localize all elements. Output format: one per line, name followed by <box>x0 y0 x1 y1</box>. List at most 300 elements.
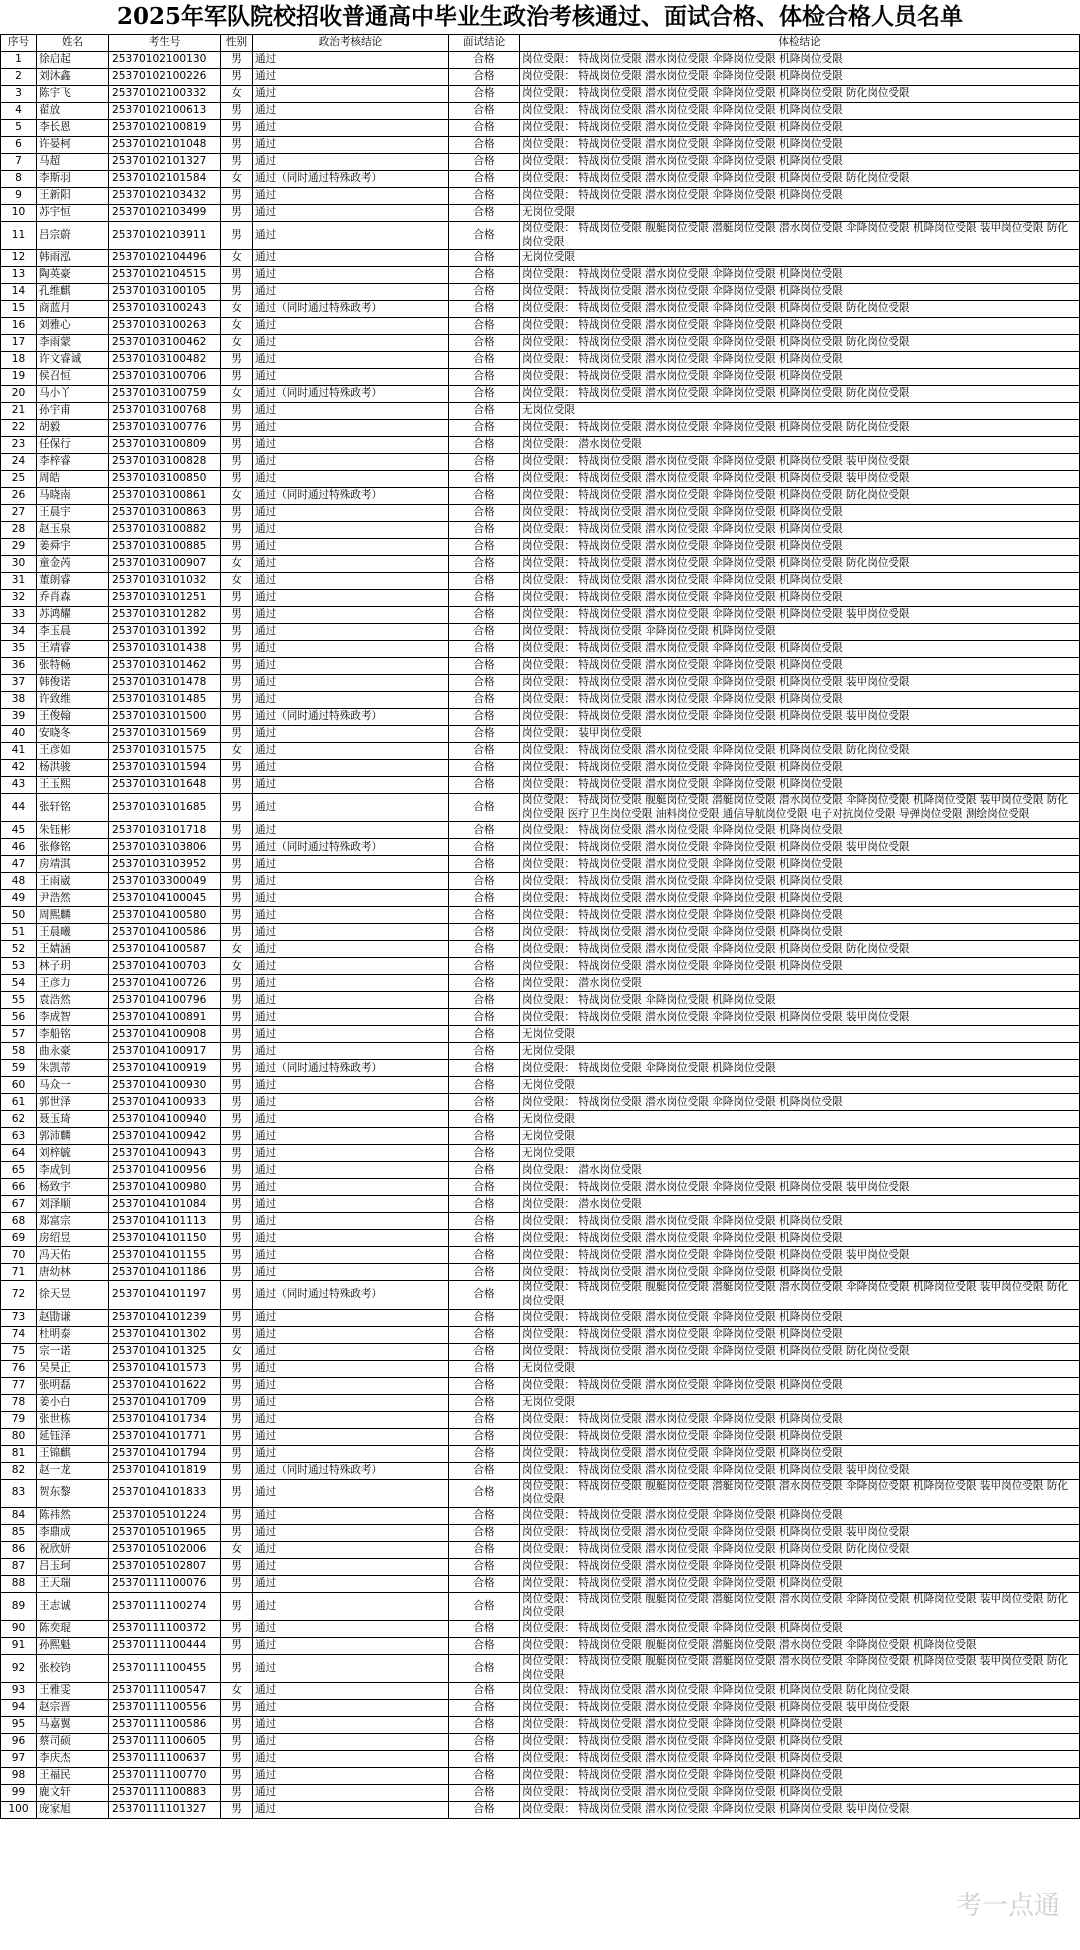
table-row <box>1 1264 1080 1281</box>
cell-interview: 合格 <box>449 1247 520 1264</box>
cell-political-review: 通过 <box>253 1377 449 1394</box>
table-row <box>1 556 1080 573</box>
cell-political-review: 通过 <box>253 556 449 573</box>
cell-interview: 合格 <box>449 1524 520 1541</box>
cell-political-review: 通过 <box>253 1077 449 1094</box>
cell-political-review: 通过 <box>253 1592 449 1620</box>
cell-physical-exam: 岗位受限： 特战岗位受限 潜水岗位受限 伞降岗位受限 机降岗位受限 <box>520 822 1080 839</box>
cell-index: 68 <box>1 1213 37 1230</box>
cell-gender: 男 <box>221 267 253 284</box>
cell-political-review: 通过 <box>253 1654 449 1682</box>
col-header-physical-exam: 体检结论 <box>520 35 1080 52</box>
table-row <box>1 1445 1080 1462</box>
cell-exam-number: 25370103100759 <box>109 386 221 403</box>
cell-exam-number: 25370111100455 <box>109 1654 221 1682</box>
cell-interview: 合格 <box>449 1507 520 1524</box>
table-row <box>1 1507 1080 1524</box>
cell-political-review: 通过 <box>253 1507 449 1524</box>
cell-gender: 男 <box>221 760 253 777</box>
cell-political-review: 通过 <box>253 284 449 301</box>
cell-interview: 合格 <box>449 369 520 386</box>
cell-exam-number: 25370103100863 <box>109 505 221 522</box>
cell-interview: 合格 <box>449 675 520 692</box>
cell-interview: 合格 <box>449 1026 520 1043</box>
cell-physical-exam: 岗位受限： 特战岗位受限 潜水岗位受限 伞降岗位受限 机降岗位受限 防化岗位受限 <box>520 743 1080 760</box>
cell-name: 王婧涵 <box>37 941 109 958</box>
cell-interview: 合格 <box>449 1128 520 1145</box>
cell-physical-exam: 岗位受限： 特战岗位受限 潜水岗位受限 伞降岗位受限 机降岗位受限 <box>520 1326 1080 1343</box>
cell-exam-number: 25370103101032 <box>109 573 221 590</box>
cell-exam-number: 25370103100861 <box>109 488 221 505</box>
cell-interview: 合格 <box>449 1196 520 1213</box>
table-row <box>1 171 1080 188</box>
cell-physical-exam: 岗位受限： 特战岗位受限 潜水岗位受限 伞降岗位受限 机降岗位受限 <box>520 154 1080 171</box>
table-row <box>1 318 1080 335</box>
cell-interview: 合格 <box>449 1043 520 1060</box>
table-row <box>1 975 1080 992</box>
cell-name: 朱钰彬 <box>37 822 109 839</box>
cell-gender: 男 <box>221 284 253 301</box>
table-row <box>1 1179 1080 1196</box>
table-row <box>1 522 1080 539</box>
cell-political-review: 通过 <box>253 1717 449 1734</box>
cell-political-review: 通过（同时通过特殊政考） <box>253 488 449 505</box>
cell-political-review: 通过（同时通过特殊政考） <box>253 386 449 403</box>
cell-name: 童金芮 <box>37 556 109 573</box>
table-row <box>1 992 1080 1009</box>
cell-exam-number: 25370111100883 <box>109 1785 221 1802</box>
cell-exam-number: 25370104100919 <box>109 1060 221 1077</box>
table-row <box>1 958 1080 975</box>
cell-physical-exam: 岗位受限： 特战岗位受限 潜水岗位受限 伞降岗位受限 机降岗位受限 装甲岗位受限 <box>520 839 1080 856</box>
cell-exam-number: 25370104101819 <box>109 1462 221 1479</box>
table-row <box>1 352 1080 369</box>
table-row <box>1 403 1080 420</box>
cell-exam-number: 25370104100045 <box>109 890 221 907</box>
cell-gender: 女 <box>221 335 253 352</box>
cell-physical-exam: 岗位受限： 特战岗位受限 潜水岗位受限 伞降岗位受限 机降岗位受限 <box>520 505 1080 522</box>
cell-name: 蔡司硕 <box>37 1734 109 1751</box>
col-header-index: 序号 <box>1 35 37 52</box>
cell-physical-exam: 无岗位受限 <box>520 403 1080 420</box>
table-row <box>1 726 1080 743</box>
cell-index: 24 <box>1 454 37 471</box>
table-row <box>1 1326 1080 1343</box>
cell-political-review: 通过 <box>253 1343 449 1360</box>
cell-exam-number: 25370104100933 <box>109 1094 221 1111</box>
table-header <box>1 35 1080 52</box>
page-title: 2025年军队院校招收普通高中毕业生政治考核通过、面试合格、体检合格人员名单 <box>116 3 963 30</box>
cell-physical-exam: 岗位受限： 特战岗位受限 潜水岗位受限 伞降岗位受限 机降岗位受限 <box>520 1445 1080 1462</box>
cell-gender: 男 <box>221 1179 253 1196</box>
cell-physical-exam: 岗位受限： 特战岗位受限 潜水岗位受限 伞降岗位受限 机降岗位受限 <box>520 958 1080 975</box>
table-row <box>1 222 1080 250</box>
cell-index: 10 <box>1 205 37 222</box>
cell-physical-exam: 岗位受限： 特战岗位受限 潜水岗位受限 伞降岗位受限 机降岗位受限 装甲岗位受限 <box>520 1524 1080 1541</box>
cell-interview: 合格 <box>449 1343 520 1360</box>
cell-gender: 男 <box>221 1751 253 1768</box>
cell-exam-number: 25370111100274 <box>109 1592 221 1620</box>
cell-name: 王锦麒 <box>37 1445 109 1462</box>
table-row <box>1 1094 1080 1111</box>
cell-gender: 男 <box>221 924 253 941</box>
cell-exam-number: 25370104100580 <box>109 907 221 924</box>
cell-physical-exam: 岗位受限： 特战岗位受限 舰艇岗位受限 潜艇岗位受限 潜水岗位受限 伞降岗位受限 机降岗位受限 装甲岗位受限 防化岗位受限 医疗卫生岗位受限 油料岗位受限 通信导航岗位受限 电子对抗岗位受限 导弹岗位受限 测绘岗位受限 <box>520 794 1080 822</box>
cell-political-review: 通过 <box>253 760 449 777</box>
cell-index: 86 <box>1 1541 37 1558</box>
table-row <box>1 1077 1080 1094</box>
col-header-gender: 性别 <box>221 35 253 52</box>
cell-index: 13 <box>1 267 37 284</box>
cell-physical-exam: 岗位受限： 特战岗位受限 潜水岗位受限 伞降岗位受限 机降岗位受限 <box>520 658 1080 675</box>
cell-physical-exam: 岗位受限： 潜水岗位受限 <box>520 975 1080 992</box>
cell-interview: 合格 <box>449 522 520 539</box>
cell-interview: 合格 <box>449 1541 520 1558</box>
cell-index: 27 <box>1 505 37 522</box>
cell-interview: 合格 <box>449 318 520 335</box>
table-row <box>1 777 1080 794</box>
cell-name: 徐天昱 <box>37 1281 109 1309</box>
cell-physical-exam: 无岗位受限 <box>520 1026 1080 1043</box>
cell-index: 53 <box>1 958 37 975</box>
cell-exam-number: 25370103101462 <box>109 658 221 675</box>
cell-physical-exam: 岗位受限： 特战岗位受限 潜水岗位受限 伞降岗位受限 机降岗位受限 防化岗位受限 <box>520 488 1080 505</box>
table-row <box>1 760 1080 777</box>
cell-exam-number: 25370111100372 <box>109 1620 221 1637</box>
table-row <box>1 267 1080 284</box>
cell-gender: 男 <box>221 1479 253 1507</box>
cell-physical-exam: 岗位受限： 特战岗位受限 潜水岗位受限 伞降岗位受限 机降岗位受限 <box>520 1230 1080 1247</box>
cell-name: 陈宇飞 <box>37 86 109 103</box>
cell-political-review: 通过 <box>253 1094 449 1111</box>
cell-index: 30 <box>1 556 37 573</box>
cell-name: 曲永豪 <box>37 1043 109 1060</box>
cell-physical-exam: 岗位受限： 特战岗位受限 潜水岗位受限 伞降岗位受限 机降岗位受限 防化岗位受限 <box>520 1683 1080 1700</box>
cell-physical-exam: 无岗位受限 <box>520 1128 1080 1145</box>
table-row <box>1 1592 1080 1620</box>
cell-name: 王玉熙 <box>37 777 109 794</box>
cell-political-review: 通过 <box>253 822 449 839</box>
cell-exam-number: 25370102103432 <box>109 188 221 205</box>
cell-index: 22 <box>1 420 37 437</box>
table-row <box>1 1524 1080 1541</box>
cell-gender: 男 <box>221 1717 253 1734</box>
cell-interview: 合格 <box>449 1309 520 1326</box>
cell-gender: 男 <box>221 822 253 839</box>
cell-physical-exam: 岗位受限： 特战岗位受限 潜水岗位受限 伞降岗位受限 机降岗位受限 <box>520 590 1080 607</box>
cell-exam-number: 25370104100726 <box>109 975 221 992</box>
cell-index: 8 <box>1 171 37 188</box>
cell-index: 74 <box>1 1326 37 1343</box>
cell-index: 41 <box>1 743 37 760</box>
cell-index: 77 <box>1 1377 37 1394</box>
cell-political-review: 通过 <box>253 1683 449 1700</box>
cell-gender: 男 <box>221 1592 253 1620</box>
cell-index: 64 <box>1 1145 37 1162</box>
table-row <box>1 1111 1080 1128</box>
cell-index: 98 <box>1 1768 37 1785</box>
cell-name: 聂玉琦 <box>37 1111 109 1128</box>
table-row <box>1 1802 1080 1819</box>
cell-political-review: 通过 <box>253 454 449 471</box>
cell-gender: 男 <box>221 1247 253 1264</box>
cell-political-review: 通过（同时通过特殊政考） <box>253 301 449 318</box>
cell-political-review: 通过 <box>253 403 449 420</box>
cell-gender: 男 <box>221 403 253 420</box>
col-header-political-review: 政治考核结论 <box>253 35 449 52</box>
cell-political-review: 通过（同时通过特殊政考） <box>253 839 449 856</box>
cell-name: 翟放 <box>37 103 109 120</box>
cell-exam-number: 25370105102807 <box>109 1558 221 1575</box>
cell-gender: 男 <box>221 1230 253 1247</box>
table-row <box>1 488 1080 505</box>
cell-political-review: 通过 <box>253 1230 449 1247</box>
cell-political-review: 通过 <box>253 1213 449 1230</box>
cell-interview: 合格 <box>449 1213 520 1230</box>
cell-physical-exam: 岗位受限： 特战岗位受限 潜水岗位受限 伞降岗位受限 机降岗位受限 <box>520 1575 1080 1592</box>
cell-political-review: 通过 <box>253 856 449 873</box>
cell-interview: 合格 <box>449 1479 520 1507</box>
table-row <box>1 1717 1080 1734</box>
cell-interview: 合格 <box>449 907 520 924</box>
cell-physical-exam: 岗位受限： 特战岗位受限 潜水岗位受限 伞降岗位受限 机降岗位受限 <box>520 1734 1080 1751</box>
cell-physical-exam: 岗位受限： 特战岗位受限 潜水岗位受限 伞降岗位受限 机降岗位受限 防化岗位受限 <box>520 335 1080 352</box>
cell-gender: 男 <box>221 641 253 658</box>
cell-exam-number: 25370103100706 <box>109 369 221 386</box>
cell-physical-exam: 岗位受限： 特战岗位受限 潜水岗位受限 伞降岗位受限 机降岗位受限 <box>520 318 1080 335</box>
cell-interview: 合格 <box>449 839 520 856</box>
cell-political-review: 通过 <box>253 222 449 250</box>
table-row <box>1 301 1080 318</box>
table-row <box>1 1043 1080 1060</box>
cell-political-review: 通过 <box>253 1309 449 1326</box>
cell-political-review: 通过 <box>253 777 449 794</box>
cell-gender: 男 <box>221 1196 253 1213</box>
cell-physical-exam: 岗位受限： 特战岗位受限 潜水岗位受限 伞降岗位受限 机降岗位受限 装甲岗位受限 <box>520 471 1080 488</box>
table-row <box>1 1558 1080 1575</box>
table-row <box>1 120 1080 137</box>
cell-interview: 合格 <box>449 205 520 222</box>
cell-interview: 合格 <box>449 777 520 794</box>
table-row <box>1 335 1080 352</box>
cell-index: 37 <box>1 675 37 692</box>
cell-exam-number: 25370102100819 <box>109 120 221 137</box>
table-row <box>1 624 1080 641</box>
cell-gender: 男 <box>221 1360 253 1377</box>
cell-index: 2 <box>1 69 37 86</box>
cell-political-review: 通过 <box>253 924 449 941</box>
cell-gender: 男 <box>221 1060 253 1077</box>
cell-physical-exam: 岗位受限： 特战岗位受限 潜水岗位受限 伞降岗位受限 机降岗位受限 <box>520 641 1080 658</box>
cell-gender: 男 <box>221 471 253 488</box>
cell-interview: 合格 <box>449 726 520 743</box>
cell-interview: 合格 <box>449 590 520 607</box>
cell-name: 陶英豪 <box>37 267 109 284</box>
cell-gender: 男 <box>221 726 253 743</box>
cell-interview: 合格 <box>449 1462 520 1479</box>
cell-political-review: 通过 <box>253 1162 449 1179</box>
cell-physical-exam: 岗位受限： 特战岗位受限 潜水岗位受限 伞降岗位受限 机降岗位受限 防化岗位受限 <box>520 301 1080 318</box>
cell-interview: 合格 <box>449 573 520 590</box>
cell-political-review: 通过 <box>253 318 449 335</box>
cell-name: 李雨蒙 <box>37 335 109 352</box>
cell-political-review: 通过 <box>253 522 449 539</box>
cell-interview: 合格 <box>449 437 520 454</box>
cell-gender: 男 <box>221 1768 253 1785</box>
cell-exam-number: 25370104101155 <box>109 1247 221 1264</box>
cell-physical-exam: 岗位受限： 特战岗位受限 潜水岗位受限 伞降岗位受限 机降岗位受限 防化岗位受限 <box>520 556 1080 573</box>
cell-exam-number: 25370111100605 <box>109 1734 221 1751</box>
table-row <box>1 1411 1080 1428</box>
cell-gender: 男 <box>221 975 253 992</box>
cell-gender: 男 <box>221 69 253 86</box>
table-row <box>1 675 1080 692</box>
cell-gender: 男 <box>221 1394 253 1411</box>
cell-political-review: 通过 <box>253 1751 449 1768</box>
cell-physical-exam: 岗位受限： 特战岗位受限 潜水岗位受限 伞降岗位受限 机降岗位受限 <box>520 103 1080 120</box>
cell-index: 84 <box>1 1507 37 1524</box>
cell-exam-number: 25370102104515 <box>109 267 221 284</box>
cell-index: 31 <box>1 573 37 590</box>
cell-political-review: 通过（同时通过特殊政考） <box>253 171 449 188</box>
cell-interview: 合格 <box>449 69 520 86</box>
cell-physical-exam: 岗位受限： 特战岗位受限 潜水岗位受限 伞降岗位受限 机降岗位受限 <box>520 873 1080 890</box>
cell-physical-exam: 岗位受限： 特战岗位受限 舰艇岗位受限 潜艇岗位受限 潜水岗位受限 伞降岗位受限 机降岗位受限 装甲岗位受限 防化岗位受限 <box>520 1281 1080 1309</box>
cell-name: 王雅雯 <box>37 1683 109 1700</box>
cell-exam-number: 25370104100703 <box>109 958 221 975</box>
cell-physical-exam: 岗位受限： 特战岗位受限 潜水岗位受限 伞降岗位受限 机降岗位受限 <box>520 1264 1080 1281</box>
cell-index: 29 <box>1 539 37 556</box>
cell-exam-number: 25370103100885 <box>109 539 221 556</box>
cell-gender: 女 <box>221 86 253 103</box>
cell-interview: 合格 <box>449 120 520 137</box>
cell-index: 46 <box>1 839 37 856</box>
cell-name: 刘泽顺 <box>37 1196 109 1213</box>
cell-name: 李庆杰 <box>37 1751 109 1768</box>
cell-physical-exam: 岗位受限： 特战岗位受限 潜水岗位受限 伞降岗位受限 机降岗位受限 <box>520 188 1080 205</box>
cell-interview: 合格 <box>449 1802 520 1819</box>
cell-political-review: 通过 <box>253 1009 449 1026</box>
roster-table <box>0 34 1080 1819</box>
cell-physical-exam: 岗位受限： 特战岗位受限 潜水岗位受限 伞降岗位受限 机降岗位受限 装甲岗位受限 <box>520 1802 1080 1819</box>
table-row <box>1 1230 1080 1247</box>
cell-exam-number: 25370103101251 <box>109 590 221 607</box>
cell-political-review: 通过 <box>253 1479 449 1507</box>
cell-exam-number: 25370103103806 <box>109 839 221 856</box>
cell-gender: 男 <box>221 777 253 794</box>
cell-gender: 男 <box>221 352 253 369</box>
cell-interview: 合格 <box>449 1060 520 1077</box>
cell-physical-exam: 岗位受限： 特战岗位受限 潜水岗位受限 伞降岗位受限 机降岗位受限 装甲岗位受限 <box>520 1009 1080 1026</box>
cell-name: 杜明泰 <box>37 1326 109 1343</box>
cell-exam-number: 25370103100907 <box>109 556 221 573</box>
cell-exam-number: 25370102101327 <box>109 154 221 171</box>
cell-exam-number: 25370104101150 <box>109 1230 221 1247</box>
table-row <box>1 86 1080 103</box>
table-row <box>1 822 1080 839</box>
cell-interview: 合格 <box>449 86 520 103</box>
cell-physical-exam: 岗位受限： 特战岗位受限 潜水岗位受限 伞降岗位受限 机降岗位受限 <box>520 1094 1080 1111</box>
cell-physical-exam: 岗位受限： 特战岗位受限 潜水岗位受限 伞降岗位受限 机降岗位受限 <box>520 369 1080 386</box>
cell-interview: 合格 <box>449 1009 520 1026</box>
table-row <box>1 1060 1080 1077</box>
cell-name: 张轩铭 <box>37 794 109 822</box>
cell-exam-number: 25370104100942 <box>109 1128 221 1145</box>
cell-exam-number: 25370105101224 <box>109 1507 221 1524</box>
cell-physical-exam: 岗位受限： 特战岗位受限 潜水岗位受限 伞降岗位受限 机降岗位受限 <box>520 1507 1080 1524</box>
cell-name: 张特畅 <box>37 658 109 675</box>
cell-gender: 女 <box>221 318 253 335</box>
cell-index: 36 <box>1 658 37 675</box>
cell-name: 贺东黎 <box>37 1479 109 1507</box>
cell-interview: 合格 <box>449 1230 520 1247</box>
cell-physical-exam: 无岗位受限 <box>520 1145 1080 1162</box>
cell-physical-exam: 岗位受限： 特战岗位受限 潜水岗位受限 伞降岗位受限 机降岗位受限 <box>520 69 1080 86</box>
table-row <box>1 1479 1080 1507</box>
cell-exam-number: 25370111100637 <box>109 1751 221 1768</box>
cell-name: 李成钊 <box>37 1162 109 1179</box>
cell-gender: 男 <box>221 692 253 709</box>
table-row <box>1 1394 1080 1411</box>
cell-index: 19 <box>1 369 37 386</box>
cell-index: 35 <box>1 641 37 658</box>
cell-index: 71 <box>1 1264 37 1281</box>
cell-political-review: 通过 <box>253 52 449 69</box>
table-row <box>1 454 1080 471</box>
cell-gender: 男 <box>221 607 253 624</box>
cell-gender: 男 <box>221 369 253 386</box>
cell-name: 苏鸿耀 <box>37 607 109 624</box>
cell-index: 62 <box>1 1111 37 1128</box>
cell-physical-exam: 岗位受限： 特战岗位受限 潜水岗位受限 伞降岗位受限 机降岗位受限 <box>520 1213 1080 1230</box>
cell-physical-exam: 岗位受限： 特战岗位受限 潜水岗位受限 伞降岗位受限 机降岗位受限 <box>520 777 1080 794</box>
cell-name: 延钰泽 <box>37 1428 109 1445</box>
cell-name: 郑富宗 <box>37 1213 109 1230</box>
cell-name: 许文睿诚 <box>37 352 109 369</box>
cell-name: 任保行 <box>37 437 109 454</box>
cell-index: 11 <box>1 222 37 250</box>
cell-name: 吴昊正 <box>37 1360 109 1377</box>
cell-index: 79 <box>1 1411 37 1428</box>
cell-political-review: 通过 <box>253 958 449 975</box>
cell-physical-exam: 岗位受限： 特战岗位受限 潜水岗位受限 伞降岗位受限 机降岗位受限 <box>520 1620 1080 1637</box>
cell-physical-exam: 岗位受限： 特战岗位受限 潜水岗位受限 伞降岗位受限 机降岗位受限 防化岗位受限 <box>520 171 1080 188</box>
cell-exam-number: 25370102103911 <box>109 222 221 250</box>
cell-political-review: 通过 <box>253 975 449 992</box>
cell-index: 20 <box>1 386 37 403</box>
cell-name: 赵玉泉 <box>37 522 109 539</box>
cell-exam-number: 25370103100776 <box>109 420 221 437</box>
cell-gender: 男 <box>221 1077 253 1094</box>
cell-exam-number: 25370104101186 <box>109 1264 221 1281</box>
cell-index: 12 <box>1 250 37 267</box>
table-row <box>1 941 1080 958</box>
cell-interview: 合格 <box>449 1637 520 1654</box>
cell-exam-number: 25370103103952 <box>109 856 221 873</box>
cell-name: 马超 <box>37 154 109 171</box>
cell-political-review: 通过 <box>253 1411 449 1428</box>
cell-name: 朱凯蒂 <box>37 1060 109 1077</box>
cell-name: 庞家旭 <box>37 1802 109 1819</box>
cell-gender: 男 <box>221 992 253 1009</box>
cell-interview: 合格 <box>449 471 520 488</box>
cell-physical-exam: 岗位受限： 特战岗位受限 潜水岗位受限 伞降岗位受限 机降岗位受限 防化岗位受限 <box>520 1541 1080 1558</box>
cell-name: 李鼎成 <box>37 1524 109 1541</box>
cell-exam-number: 25370104101734 <box>109 1411 221 1428</box>
cell-political-review: 通过 <box>253 1445 449 1462</box>
cell-index: 42 <box>1 760 37 777</box>
cell-index: 90 <box>1 1620 37 1637</box>
